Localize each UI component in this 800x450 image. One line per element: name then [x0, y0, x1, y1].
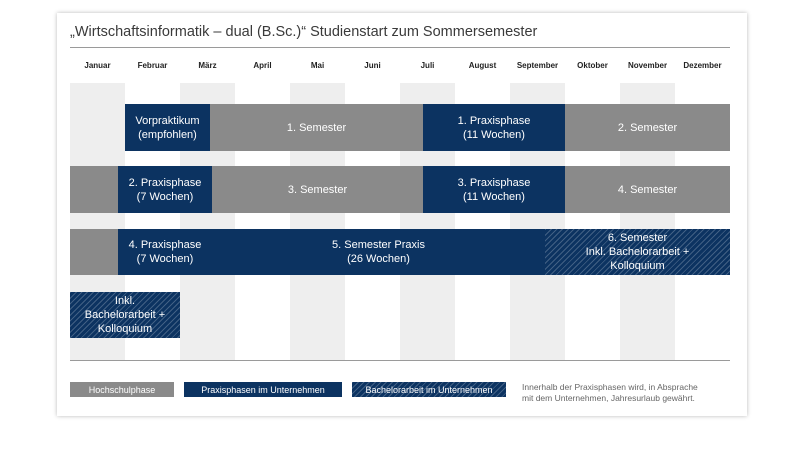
month-label: Januar: [84, 61, 111, 70]
praxisphase-2-bar: 2. Praxisphase (7 Wochen): [118, 166, 212, 213]
legend-hochschulphase: Hochschulphase: [70, 382, 174, 397]
month-label: April: [253, 61, 272, 70]
month-label: Dezember: [683, 61, 722, 70]
month-label: November: [627, 61, 668, 70]
praxisphase-4-bar: 4. Praxisphase (7 Wochen): [118, 229, 212, 275]
vorpraktikum-bar: Vorpraktikum (empfohlen): [125, 104, 210, 151]
legend-praxisphasen: Praxisphasen im Unternehmen: [184, 382, 342, 397]
semester-2-bar: 2. Semester: [565, 104, 730, 151]
month-label: Juli: [420, 61, 435, 70]
semester-1-bar: 1. Semester: [210, 104, 423, 151]
month-label: Mai: [310, 61, 325, 70]
row2-lead-bar: [70, 166, 118, 213]
month-label: Juni: [364, 61, 381, 70]
semester-3-bar: 3. Semester: [212, 166, 423, 213]
praxisphase-3-bar: 3. Praxisphase (11 Wochen): [423, 166, 565, 213]
page-title: „Wirtschaftsinformatik – dual (B.Sc.)“ Studienstart zum Sommersemester: [70, 24, 538, 40]
vacation-note: Innerhalb der Praxisphasen wird, in Absprache mit dem Unternehmen, Jahresurlaub gewährt.: [522, 382, 698, 403]
semester-6-bar: 6. Semester Inkl. Bachelorarbeit + Kolloquium: [545, 229, 730, 275]
month-label: August: [468, 61, 497, 70]
legend-bachelorarbeit: Bachelorarbeit im Unternehmen: [352, 382, 506, 397]
month-label: Februar: [137, 61, 168, 70]
row3-lead-bar: [70, 229, 118, 275]
title-divider: [70, 47, 730, 48]
praxisphase-1-bar: 1. Praxisphase (11 Wochen): [423, 104, 565, 151]
month-label: Oktober: [577, 61, 608, 70]
month-label: September: [516, 61, 559, 70]
bachelorarbeit-bar: Inkl. Bachelorarbeit + Kolloquium: [70, 292, 180, 338]
semester-5-praxis-bar: 5. Semester Praxis (26 Wochen): [212, 229, 545, 275]
month-label: März: [198, 61, 217, 70]
timeline-bottom-divider: [70, 360, 730, 361]
semester-4-bar: 4. Semester: [565, 166, 730, 213]
